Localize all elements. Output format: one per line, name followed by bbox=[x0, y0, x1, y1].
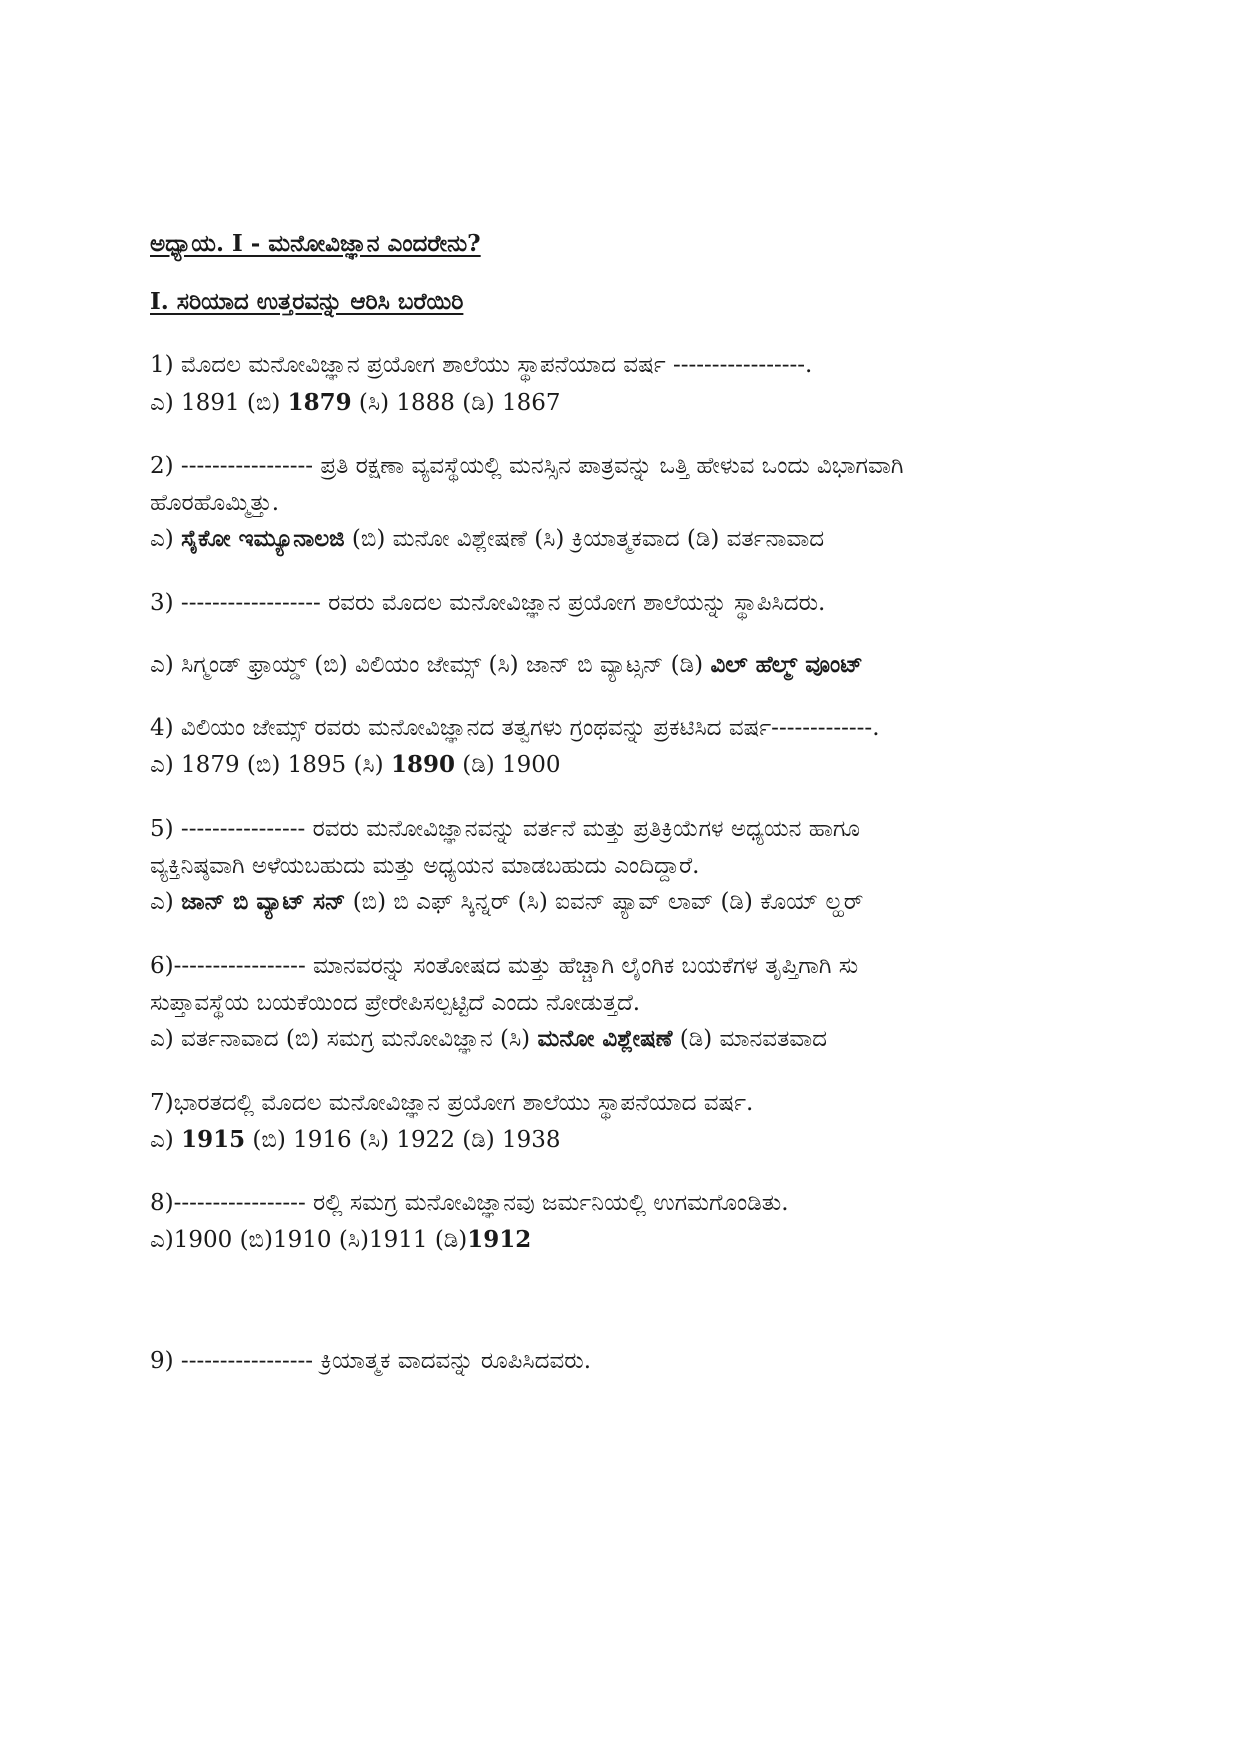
question-1-options bbox=[150, 388, 561, 418]
question-6-line-2: ಸುಪ್ತಾವಸ್ಥೆಯ ಬಯಕೆಯಿಂದ ಪ್ರೇರೇಪಿಸಲ್ಪಟ್ಟಿದೆ ಎಂದು ನೋಡುತ್ತದೆ. bbox=[150, 990, 641, 1016]
question-8-options bbox=[150, 1225, 531, 1255]
option-text: ಎ) bbox=[150, 526, 182, 552]
correct-answer: 1912 bbox=[467, 1226, 532, 1253]
option-text: ಎ) 1879 (ಬಿ) 1895 (ಸಿ) bbox=[150, 752, 391, 778]
question-2-line-1: 2) ----------------- ಪ್ರತಿ ರಕ್ಷಣಾ ವ್ಯವಸ್ಥೆಯಲ್ಲಿ ಮನಸ್ಸಿನ ಪಾತ್ರವನ್ನು ಒತ್ತಿ ಹೇಳುವ ಒಂದು ವಿಭಾಗವಾಗಿ bbox=[150, 453, 904, 479]
question-3: 3) ------------------ ರವರು ಮೊದಲ ಮನೋವಿಜ್ಞಾನ ಪ್ರಯೋಗ ಶಾಲೆಯನ್ನು ಸ್ಥಾಪಿಸಿದರು. bbox=[150, 590, 826, 616]
option-text: ಎ) bbox=[150, 889, 182, 915]
option-text: (ಡಿ) 1900 bbox=[454, 752, 561, 778]
chapter-title: ಅಧ್ಯಾಯ. I - ಮನೋವಿಜ್ಞಾನ ಎಂದರೇನು? bbox=[150, 230, 481, 257]
question-4: 4) ವಿಲಿಯಂ ಜೇಮ್ಸ್ ರವರು ಮನೋವಿಜ್ಞಾನದ ತತ್ವಗಳು ಗ್ರಂಥವನ್ನು ಪ್ರಕಟಿಸಿದ ವರ್ಷ-------------. bbox=[150, 715, 880, 741]
option-text: ಎ) 1891 (ಬಿ) bbox=[150, 390, 288, 416]
question-7: 7)ಭಾರತದಲ್ಲಿ ಮೊದಲ ಮನೋವಿಜ್ಞಾನ ಪ್ರಯೋಗ ಶಾಲೆಯು ಸ್ಥಾಪನೆಯಾದ ವರ್ಷ. bbox=[150, 1090, 754, 1116]
option-text: ಎ) bbox=[150, 1127, 182, 1153]
option-text: (ಬಿ) ಮನೋ ವಿಶ್ಲೇಷಣೆ (ಸಿ) ಕ್ರಿಯಾತ್ಮಕವಾದ (ಡಿ) ವರ್ತನಾವಾದ bbox=[344, 526, 825, 552]
question-5-line-1: 5) ---------------- ರವರು ಮನೋವಿಜ್ಞಾನವನ್ನು ವರ್ತನೆ ಮತ್ತು ಪ್ರತಿಕ್ರಿಯೆಗಳ ಅಧ್ಯಯನ ಹಾಗೂ bbox=[150, 816, 860, 842]
question-2-line-2: ಹೊರಹೊಮ್ಮಿತ್ತು. bbox=[150, 490, 280, 516]
option-text: (ಸಿ) 1888 (ಡಿ) 1867 bbox=[351, 390, 561, 416]
question-3-options bbox=[150, 650, 863, 680]
question-6-options bbox=[150, 1024, 827, 1054]
option-text: (ಬಿ) 1916 (ಸಿ) 1922 (ಡಿ) 1938 bbox=[245, 1127, 561, 1153]
question-2-options bbox=[150, 524, 824, 554]
correct-answer: ಜಾನ್ ಬಿ ವ್ಯಾಟ್ ಸನ್ bbox=[181, 888, 346, 915]
question-4-options bbox=[150, 750, 561, 780]
question-1: 1) ಮೊದಲ ಮನೋವಿಜ್ಞಾನ ಪ್ರಯೋಗ ಶಾಲೆಯು ಸ್ಥಾಪನೆಯಾದ ವರ್ಷ -----------------. bbox=[150, 352, 813, 378]
question-6-line-1: 6)----------------- ಮಾನವರನ್ನು ಸಂತೋಷದ ಮತ್ತು ಹೆಚ್ಚಾಗಿ ಲೈಂಗಿಕ ಬಯಕೆಗಳ ತೃಪ್ತಿಗಾಗಿ ಸು bbox=[150, 953, 859, 979]
option-text: ಎ) ವರ್ತನಾವಾದ (ಬಿ) ಸಮಗ್ರ ಮನೋವಿಜ್ಞಾನ (ಸಿ) bbox=[150, 1026, 538, 1052]
correct-answer: 1890 bbox=[390, 751, 455, 778]
option-text: ಎ) ಸಿಗ್ಮಂಡ್ ಫ್ರಾಯ್ಡ್ (ಬಿ) ವಿಲಿಯಂ ಜೇಮ್ಸ್ (ಸಿ) ಜಾನ್ ಬಿ ವ್ಯಾಟ್ಸನ್ (ಡಿ) bbox=[150, 652, 711, 678]
correct-answer: ವಿಲ್ ಹೆಲ್ಮ್ ವೂಂಟ್ bbox=[710, 651, 863, 678]
correct-answer: ಸೈಕೋ ಇಮ್ಯೂನಾಲಜಿ bbox=[181, 525, 345, 552]
section-title: I. ಸರಿಯಾದ ಉತ್ತರವನ್ನು ಆರಿಸಿ ಬರೆಯಿರಿ bbox=[150, 288, 464, 315]
option-text: (ಬಿ) ಬಿ ಎಫ್ ಸ್ಕಿನ್ನರ್ (ಸಿ) ಐವನ್ ಪ್ಯಾವ್ ಲಾವ್ (ಡಿ) ಕೊಯ್ ಲ್ಹರ್ bbox=[345, 889, 864, 915]
correct-answer: 1879 bbox=[287, 389, 352, 416]
question-9: 9) ----------------- ಕ್ರಿಯಾತ್ಮಕ ವಾದವನ್ನು ರೂಪಿಸಿದವರು. bbox=[150, 1348, 592, 1374]
correct-answer: 1915 bbox=[181, 1126, 246, 1153]
question-5-options bbox=[150, 887, 863, 917]
option-text: (ಡಿ) ಮಾನವತವಾದ bbox=[672, 1026, 828, 1052]
option-text: ಎ)1900 (ಬಿ)1910 (ಸಿ)1911 (ಡಿ) bbox=[150, 1227, 468, 1253]
correct-answer: ಮನೋ ವಿಶ್ಲೇಷಣೆ bbox=[537, 1025, 673, 1052]
question-8: 8)----------------- ರಲ್ಲಿ ಸಮಗ್ರ ಮನೋವಿಜ್ಞಾನವು ಜರ್ಮನಿಯಲ್ಲಿ ಉಗಮಗೊಂಡಿತು. bbox=[150, 1190, 789, 1216]
question-5-line-2: ವ್ಯಕ್ತಿನಿಷ್ಠವಾಗಿ ಅಳೆಯಬಹುದು ಮತ್ತು ಅಧ್ಯಯನ ಮಾಡಬಹುದು ಎಂದಿದ್ದಾರೆ. bbox=[150, 853, 700, 879]
question-7-options bbox=[150, 1125, 561, 1155]
